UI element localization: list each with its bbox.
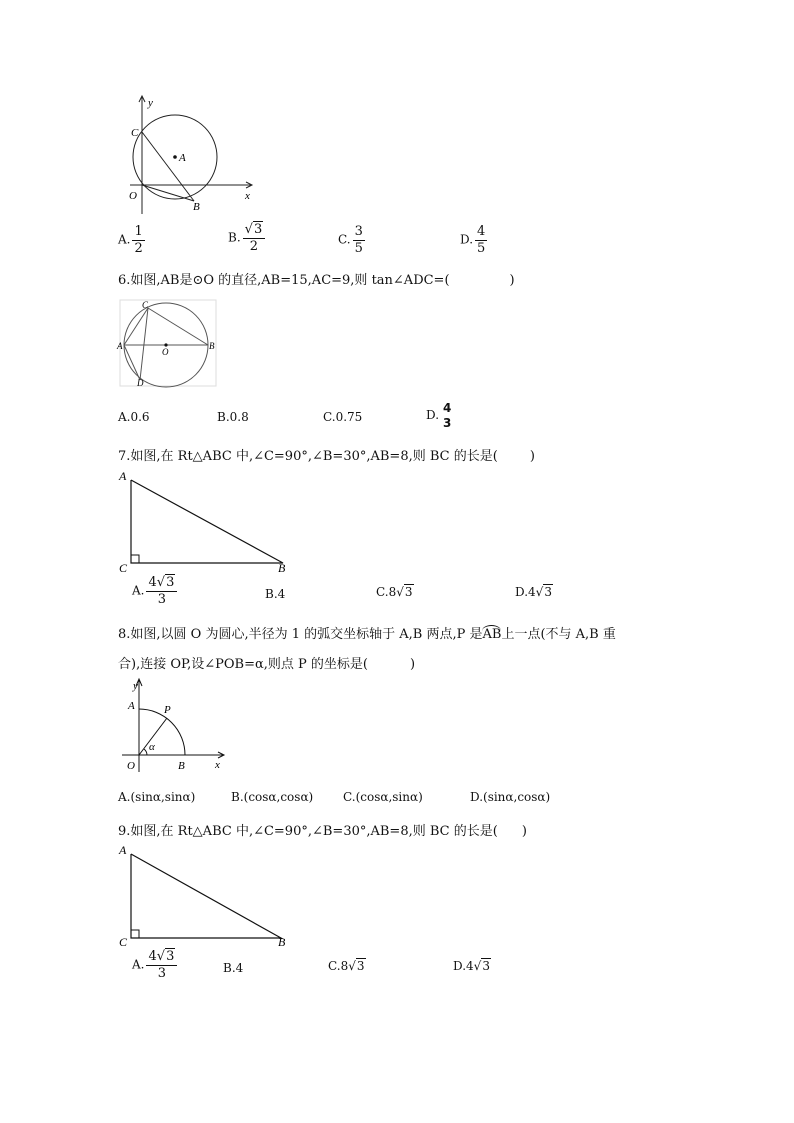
q7-label-a: A <box>119 469 127 483</box>
q6-segment-cb <box>148 308 208 345</box>
q6-option-c: C.0.75 <box>323 410 363 424</box>
q7-figure <box>115 466 295 578</box>
q8-label-b: B <box>178 760 185 772</box>
q7-label-c: C <box>119 561 128 575</box>
q5-label-c: C <box>131 127 139 139</box>
q8-label-o: O <box>127 760 135 772</box>
q6-segment-ad <box>124 345 140 380</box>
q9-option-c: C.8√3 <box>328 959 365 973</box>
q6-stem: 6.如图,AB是⊙O 的直径,AB=15,AC=9,则 tan∠ADC=( ) <box>118 273 515 288</box>
q9-triangle <box>131 854 281 938</box>
q8-angle-mark <box>144 749 147 755</box>
q5-option-c: C. $\frac{3}{5}$ <box>338 224 363 256</box>
q7-stem: 7.如图,在 Rt△ABC 中,∠C=90°,∠B=30°,AB=8,则 BC 的长是( ) <box>118 449 535 464</box>
q7-option-d: D.4√3 <box>515 585 552 599</box>
q9-label-b: B <box>278 935 286 949</box>
q7-right-angle-mark <box>131 555 139 563</box>
q8-option-a: A.(sinα,sinα) <box>118 790 196 804</box>
q8-arc <box>139 709 185 755</box>
q5-center-dot <box>173 155 177 159</box>
q5-option-b: B. $\frac{√3}{2}$ <box>228 223 265 253</box>
q8-figure <box>116 676 232 774</box>
q8-stem-line2: 合),连接 OP,设∠POB=α,则点 P 的坐标是( ) <box>118 657 416 672</box>
q9-option-d: D.4√3 <box>453 959 490 973</box>
q9-right-angle-mark <box>131 930 139 938</box>
q8-label-a: A <box>128 700 135 712</box>
q6-label-o: O <box>162 347 169 357</box>
q6-label-b: B <box>209 341 215 351</box>
q9-figure <box>115 840 295 952</box>
q7-triangle <box>131 480 283 563</box>
q7-label-b: B <box>278 561 286 575</box>
q7-option-a: A. $\frac{4√3}{3}$ <box>132 576 177 606</box>
q6-option-d: D. 4 3 <box>426 401 452 430</box>
q8-option-c: C.(cosα,sinα) <box>343 790 423 804</box>
q7-option-b: B.4 <box>265 587 286 601</box>
q6-label-c: C <box>142 300 149 310</box>
q8-label-y: y <box>133 680 138 692</box>
q9-label-c: C <box>119 935 128 949</box>
q5-label-b: B <box>193 201 200 213</box>
q8-label-alpha: α <box>149 741 155 753</box>
q9-stem: 9.如图,在 Rt△ABC 中,∠C=90°,∠B=30°,AB=8,则 BC 的长是( ) <box>118 824 527 839</box>
q8-stem-line1: 8.如图,以圆 O 为圆心,半径为 1 的弧交坐标轴于 A,B 两点,P 是AB上一点(不与 A,B 重 <box>118 627 616 642</box>
q6-label-a: A <box>117 341 123 351</box>
q6-figure <box>118 298 220 388</box>
q8-label-p: P <box>164 704 171 716</box>
q8-option-b: B.(cosα,cosα) <box>231 790 314 804</box>
q6-option-b: B.0.8 <box>217 410 249 424</box>
q8-label-x: x <box>215 759 220 771</box>
q6-option-a: A.0.6 <box>118 410 150 424</box>
q6-label-d: D <box>137 378 144 388</box>
q5-label-y: y <box>148 97 153 109</box>
q7-option-c: C.8√3 <box>376 585 413 599</box>
q9-label-a: A <box>119 843 127 857</box>
q8-option-d: D.(sinα,cosα) <box>470 790 551 804</box>
q5-option-d: D. $\frac{4}{5}$ <box>460 224 486 256</box>
q9-option-b: B.4 <box>223 961 244 975</box>
q5-label-a: A <box>179 152 186 164</box>
q5-figure <box>112 92 262 214</box>
q8-arc-ab: AB <box>482 627 502 642</box>
q5-label-o: O <box>129 190 137 202</box>
q5-label-x: x <box>245 190 250 202</box>
q5-option-a: A. $\frac{1}{2}$ <box>118 224 143 256</box>
q9-option-a: A. $\frac{4√3}{3}$ <box>132 950 177 980</box>
